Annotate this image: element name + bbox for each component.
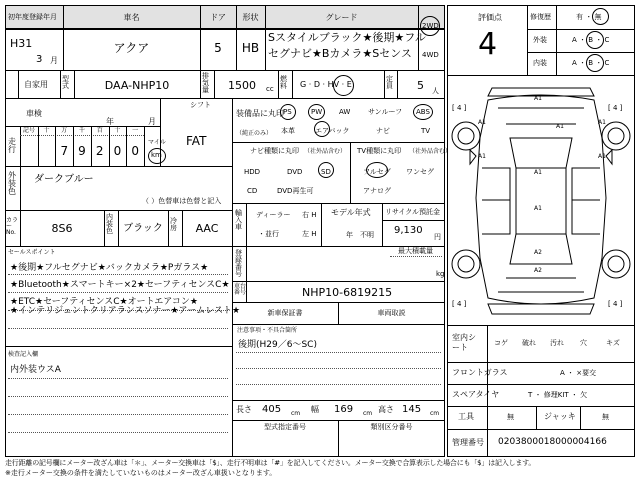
recycle-label: リサイクル預託金: [385, 208, 441, 216]
reg-month: 3: [36, 54, 43, 65]
interior-grade-options: A ・ B ・ C: [572, 59, 610, 67]
jack-label: ジャッキ: [544, 412, 576, 421]
mileage-digit: 0: [113, 144, 122, 158]
color-no-label: カラーNo.: [6, 217, 19, 236]
car-name-label: 車名: [123, 13, 140, 22]
recycle-unit: 円: [434, 233, 441, 241]
type-number-label: 型式指定番号: [264, 423, 306, 431]
inspector-label: 検査記入欄: [8, 351, 39, 358]
navi-label: ナビ種類に丸印: [250, 147, 299, 155]
navi-cd: CD: [247, 187, 258, 195]
navi-dvd: DVD: [287, 168, 303, 176]
equipment-label: 装備品に丸印: [236, 109, 284, 118]
svg-text:[ 4 ]: [ 4 ]: [608, 104, 623, 112]
selling-point-4: ★インテリジェントクリアランスソナー★アームレスト★: [10, 306, 241, 316]
equip-abs: ABS: [416, 108, 430, 116]
tv-sub: （社外品含む）: [409, 148, 452, 155]
doors-label: ドア: [210, 13, 226, 22]
import-left-h: 左 H: [302, 230, 317, 238]
height-label: 高さ: [378, 405, 394, 414]
mileage-digit-label: 一: [132, 127, 139, 134]
mileage-digit: 7: [60, 144, 69, 158]
control-value: 0203800018000004166: [498, 437, 607, 447]
inspector-text: 内外装ウスA: [10, 365, 61, 375]
footer-line1: 走行距離の記号欄にメーター改ざん車は「＊」、メーター交換車は「$」、走行不明車は「#」を記入してください。メーター交換で合算表示した場合にも「$」は記入します。: [5, 459, 536, 467]
score-label: 評価点: [478, 13, 502, 22]
seat-item: 穴: [580, 339, 587, 347]
recycle-value: 9,130: [394, 225, 423, 236]
model-label: 型式: [62, 75, 69, 90]
selling-points-label: セールスポイント: [8, 249, 56, 256]
exterior-note: （ ）色替車は色替と記入: [142, 197, 222, 205]
length-value: 405: [262, 404, 282, 415]
drive-2wd: 2WD: [422, 22, 439, 30]
tv-oneseg: ワンセグ: [406, 168, 434, 176]
equip-tv: TV: [421, 127, 431, 135]
length-unit: cm: [291, 410, 301, 417]
chassis-value: NHP10-6819215: [302, 286, 393, 299]
mileage-digit-label: 万: [61, 127, 68, 134]
fuel-hv-circle: [333, 75, 354, 96]
grade-line1: Sスタイルブラック★後期★フル: [268, 31, 426, 44]
score-value: 4: [478, 27, 498, 62]
model-year-sub: 年 不明: [346, 231, 374, 239]
selling-point-2: ★Bluetooth★スマートキー×2★セーフティセンスC★: [10, 280, 230, 290]
interior-grade-circle: [586, 54, 604, 72]
control-label: 管理番号: [452, 438, 484, 447]
interior-color-label: 内装色: [106, 213, 113, 235]
exterior-grade-circle: [586, 31, 604, 49]
capacity-value: 5: [417, 79, 424, 92]
repair-options: 有 ・ 無: [576, 13, 602, 21]
spare-label: スペアタイヤ: [452, 390, 500, 399]
ac-label: 冷房: [170, 217, 177, 232]
selling-point-1: ★後期★フルセグナビ★バックカメラ★Pガラス★: [10, 263, 209, 273]
import-label: 輸入車: [235, 209, 242, 231]
diagram-label: A1: [478, 119, 486, 126]
mile-label: マイル: [148, 139, 166, 146]
diagram-label: A1: [534, 169, 542, 176]
reg-era: H31: [10, 37, 33, 50]
width-unit: cm: [363, 410, 373, 417]
repair-label: 修復歴: [530, 13, 551, 21]
spare-value: T ・ 修理KIT ・ 欠: [528, 391, 588, 399]
model-year-label: モデル年式: [331, 208, 371, 217]
width-label: 幅: [311, 405, 319, 414]
shift-label: シフト: [190, 101, 211, 109]
inspection-month: 月: [148, 117, 156, 126]
tv-fullseg: フルセグ: [363, 168, 391, 176]
capacity-unit: 人: [432, 87, 439, 95]
interior-grade-label: 内装: [533, 59, 547, 67]
import-right-h: 右 H: [302, 211, 317, 219]
drive-4wd: 4WD: [422, 51, 439, 59]
seat-item: キズ: [606, 339, 620, 347]
tools-value: 無: [507, 413, 514, 421]
height-unit: cm: [430, 410, 440, 417]
equip-aw: AW: [339, 108, 351, 116]
repair-none-circle: [592, 8, 609, 25]
diagram-label: A2: [534, 249, 542, 256]
seat-item: コゲ: [494, 339, 508, 347]
exterior-label: 外装色: [8, 171, 16, 196]
notes-label: 注意事項・不具合箇所: [237, 327, 298, 334]
class-number-label: 類別区分番号: [370, 423, 413, 431]
displacement-label: 排気量: [202, 72, 209, 94]
first-reg-label: 初年度登録年月: [8, 13, 57, 21]
equip-sunroof: サンルーフ: [368, 108, 403, 116]
color-no-value: 8S6: [51, 222, 73, 235]
model-value: DAA-NHP10: [104, 79, 170, 92]
fuel-label: 燃料: [280, 75, 287, 90]
car-damage-diagram: [448, 78, 634, 324]
equipment-sublabel: （純正のみ）: [236, 130, 273, 137]
reg-label: 登録番号: [235, 249, 242, 278]
interior-color: ブラック: [123, 223, 163, 234]
equip-pw: PW: [311, 108, 323, 116]
warranty: 新車保証書: [267, 309, 303, 317]
mileage-digit-label: 千: [78, 127, 85, 134]
svg-text:[ 4 ]: [ 4 ]: [452, 300, 467, 308]
displacement-value: 1500: [228, 79, 256, 92]
width-value: 169: [334, 404, 354, 415]
diagram-label: A1: [598, 119, 606, 126]
navi-sd: SD: [321, 168, 331, 176]
tools-label: 工具: [458, 412, 474, 421]
mileage-digit: 2: [95, 144, 104, 158]
diagram-label: A1: [534, 95, 542, 102]
grade-line2: セグナビ★Bカメラ★Sセンス: [268, 47, 412, 60]
navi-sub: （社外品含む）: [304, 148, 347, 155]
navi-hdd: HDD: [244, 168, 261, 176]
grade-label: グレード: [325, 13, 358, 22]
exterior-grade-options: A ・ B ・ C: [572, 36, 610, 44]
chassis-label: 車台番号: [234, 283, 247, 296]
seat-item: 汚れ: [550, 339, 564, 347]
equip-navi: ナビ: [376, 127, 390, 135]
mileage-digit: 0: [131, 144, 139, 158]
exterior-grade-label: 外装: [533, 36, 547, 44]
doors-value: 5: [214, 41, 222, 55]
inspection-year: 年: [106, 117, 114, 126]
import-dealer: ディーラー: [256, 211, 291, 219]
manual: 車両取説: [377, 309, 406, 317]
footer-line2: ※走行メーター交換の条件を満たしていないものはメーター改ざん車扱いとなります。: [5, 469, 277, 477]
reg-month-unit: 月: [50, 56, 58, 65]
seat-label: 室内シート: [452, 333, 476, 353]
inspection-label: 車検: [26, 109, 42, 118]
tv-analog: アナログ: [363, 187, 391, 195]
front-glass-label: フロントガラス: [452, 368, 508, 377]
import-parallel: ・並行: [258, 230, 279, 238]
diagram-label: A2: [534, 267, 542, 274]
mileage-digit-label: 十: [114, 127, 121, 134]
mileage-digit: 9: [78, 144, 86, 158]
shift-value: FAT: [186, 134, 207, 148]
max-load-label: 最大積載量: [398, 247, 433, 255]
height-value: 145: [402, 404, 422, 415]
navi-dvd-play: DVD再生可: [277, 187, 314, 195]
exterior-color: ダークブルー: [34, 174, 94, 185]
mileage-digit-label: 記号: [22, 127, 35, 134]
mileage-label: 走行: [8, 137, 16, 154]
mileage-digit-label: 十: [43, 127, 50, 134]
equip-leather: 本革: [281, 127, 295, 135]
seat-item: 破れ: [522, 339, 536, 347]
fuel-options: G · D · HV · E: [300, 80, 352, 89]
length-label: 長さ: [236, 405, 252, 414]
car-name: アクア: [113, 41, 150, 55]
shape-label: 形状: [242, 13, 259, 22]
front-glass-value: A ・ ×要交: [560, 369, 597, 377]
max-load-unit: kg: [436, 270, 445, 278]
diagram-label: A1: [534, 205, 542, 212]
diagram-label: A1: [478, 153, 486, 160]
displacement-unit: cc: [266, 85, 274, 93]
notes-text: 後期(H29／6～SC): [238, 340, 317, 350]
svg-text:[ 4 ]: [ 4 ]: [608, 300, 623, 308]
mileage-digit-label: 百: [96, 127, 103, 134]
svg-text:[ 4 ]: [ 4 ]: [452, 104, 467, 112]
ac-value: AAC: [195, 222, 219, 235]
equip-airbag: エアバック: [315, 127, 350, 135]
jack-value: 無: [602, 413, 609, 421]
diagram-label: A1: [598, 153, 606, 160]
capacity-label: 定員: [386, 75, 393, 90]
usage-label: 自家用: [24, 80, 48, 89]
selling-point-3: ★ETC★セーフティセンスC★オートエアコン★: [10, 297, 198, 307]
tv-label: TV種類に丸印: [357, 147, 402, 155]
km-label: km: [151, 151, 162, 159]
equip-ps: PS: [283, 108, 292, 116]
shape-value: HB: [241, 41, 260, 55]
diagram-label: A1: [556, 123, 564, 130]
